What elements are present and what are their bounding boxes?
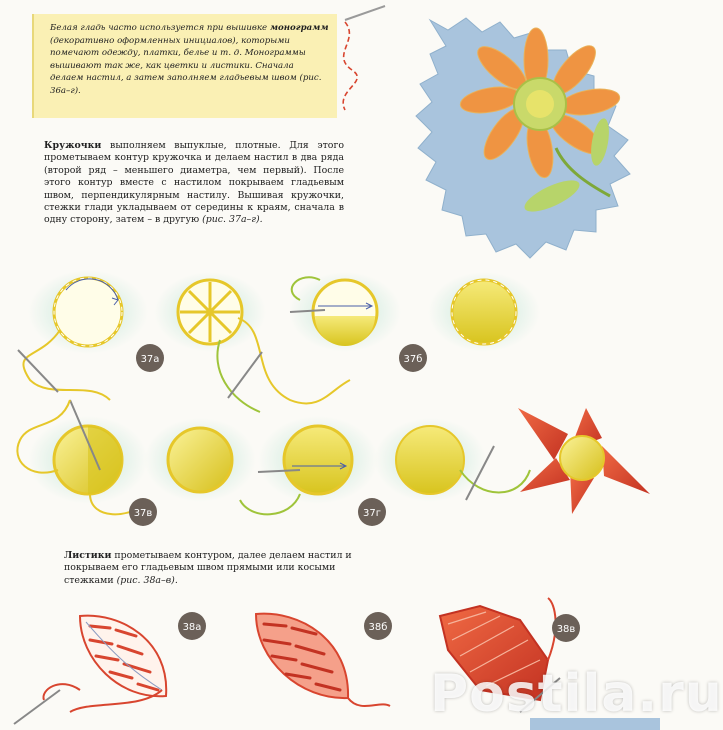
callout-text-2: (декоративно оформленных инициалов), которыми помечают одежду, платки, белье и т. д. Монограммы вышивают так же, как цветки и листики. Сначала делаем настил, а затем заполняем гладьевым швом (рис. 36а–г). xyxy=(50,35,322,96)
figure-38a-leaf xyxy=(14,616,166,724)
figure-37g-left xyxy=(240,416,378,514)
svg-text:38а: 38а xyxy=(182,622,202,633)
badge-38a xyxy=(178,612,206,640)
needle-top-icon xyxy=(343,6,385,110)
badge-37v xyxy=(129,498,157,526)
svg-text:37б: 37б xyxy=(403,354,423,365)
figure-37g-right xyxy=(374,418,530,502)
svg-text:38б: 38б xyxy=(368,622,388,633)
badge-37a xyxy=(136,344,164,372)
callout-text-1: Белая гладь часто используется при вышивке xyxy=(50,23,270,33)
paragraph-circles-lead: Кружочки xyxy=(44,140,102,151)
figure-37v-right xyxy=(144,418,256,502)
svg-text:37а: 37а xyxy=(140,354,160,365)
figure-37v-left xyxy=(17,400,150,514)
paragraph-circles-ref: (рис. 37а–г). xyxy=(202,214,263,226)
figure-37b-cover xyxy=(428,272,540,352)
figure-37a-outline xyxy=(18,270,148,400)
callout-bold: монограмм xyxy=(269,23,329,33)
svg-text:37в: 37в xyxy=(133,508,153,519)
badge-37g xyxy=(358,498,386,526)
embroidered-flower-photo xyxy=(416,18,630,258)
red-flower-illustration xyxy=(518,408,650,514)
paragraph-leaves-lead: Листики xyxy=(64,550,112,561)
svg-text:38в: 38в xyxy=(556,624,576,635)
paragraph-circles-text: выполняем выпуклые, плотные. Для этого прометываем контур кружочка и делаем настил в два ряда (второй ряд – меньшего диаметра, чем первый). После этого контур вместе с настилом покрываем гладьевым швом, перпендикулярным настилу. Вышивая кружочки, стежки глади укладываем от середины к краям, сначала в одну сторону, затем – в другую xyxy=(44,140,344,226)
paragraph-leaves-text: прометываем контуром, далее делаем настил и покрываем его гладьевым швом прямыми или косыми стежками xyxy=(64,550,352,586)
paragraph-leaves-ref: (рис. 38а–в). xyxy=(116,574,178,586)
figure-37b-layer xyxy=(289,272,401,352)
watermark: Postila.ru xyxy=(430,664,723,724)
badge-37b xyxy=(399,344,427,372)
badge-38v xyxy=(552,614,580,642)
svg-text:37г: 37г xyxy=(363,508,381,519)
badge-38b xyxy=(364,612,392,640)
